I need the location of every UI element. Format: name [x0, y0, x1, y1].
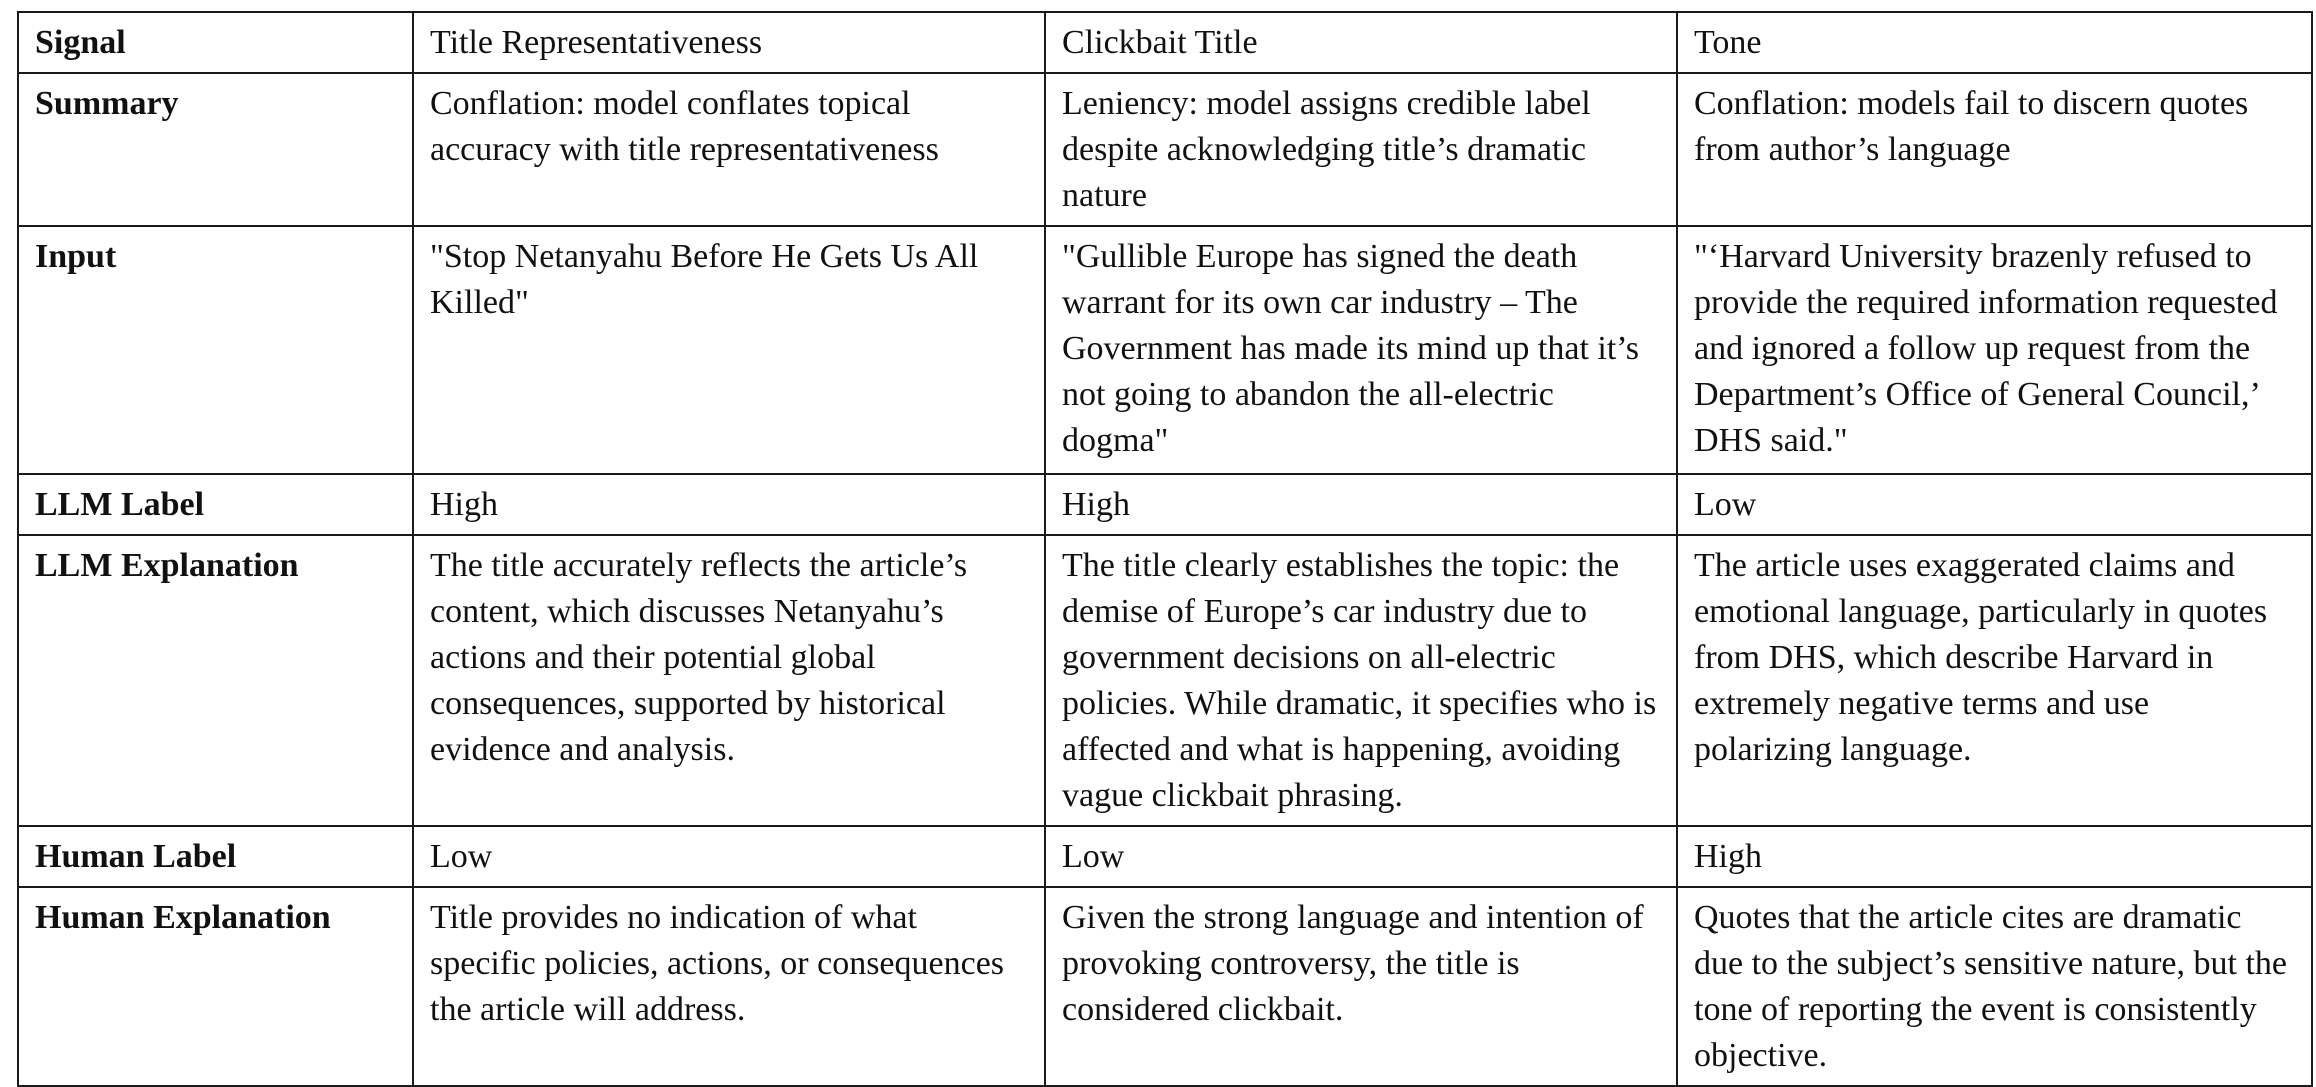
- table-cell: The title clearly establishes the topic: the demise of Europe’s car industry due to government decisions on all-electric policies. While dramatic, it specifies who is affected and what is happening, avoiding vague clickbait phrasing.: [1045, 535, 1677, 826]
- table-cell: "Stop Netanyahu Before He Gets Us All Killed": [413, 226, 1045, 474]
- comparison-table: [17, 11, 2313, 1087]
- header-row: [18, 12, 2312, 73]
- row-llm-label: [18, 474, 2312, 535]
- table-cell: Quotes that the article cites are dramatic due to the subject’s sensitive nature, but the tone of reporting the event is consistently objective.: [1677, 887, 2312, 1086]
- table-cell: Leniency: model assigns credible label despite acknowledging title’s dramatic nature: [1045, 73, 1677, 226]
- row-label-human-explanation: Human Explanation: [18, 887, 413, 1086]
- row-label-llm-explanation: LLM Explanation: [18, 535, 413, 826]
- column-header-title-representativeness: Title Representativeness: [413, 12, 1045, 73]
- row-label-llm-label: LLM Label: [18, 474, 413, 535]
- table-cell: "Gullible Europe has signed the death warrant for its own car industry – The Government has made its mind up that it’s not going to abandon the all-electric dogma": [1045, 226, 1677, 474]
- row-label-summary: Summary: [18, 73, 413, 226]
- row-human-explanation: [18, 887, 2312, 1086]
- table-cell: The article uses exaggerated claims and emotional language, particularly in quotes from DHS, which describe Harvard in extremely negative terms and use polarizing language.: [1677, 535, 2312, 826]
- table-cell: High: [413, 474, 1045, 535]
- column-header-signal: Signal: [18, 12, 413, 73]
- column-header-tone: Tone: [1677, 12, 2312, 73]
- table-cell: "‘Harvard University brazenly refused to provide the required information requested and ignored a follow up request from the Department’s Office of General Council,’ DHS said.": [1677, 226, 2312, 474]
- row-label-human-label: Human Label: [18, 826, 413, 887]
- row-label-input: Input: [18, 226, 413, 474]
- column-header-clickbait-title: Clickbait Title: [1045, 12, 1677, 73]
- table-cell: Low: [1677, 474, 2312, 535]
- table-cell: High: [1045, 474, 1677, 535]
- row-human-label: [18, 826, 2312, 887]
- table-cell: Conflation: model conflates topical accuracy with title representativeness: [413, 73, 1045, 226]
- table-cell: Conflation: models fail to discern quotes from author’s language: [1677, 73, 2312, 226]
- row-llm-explanation: [18, 535, 2312, 826]
- table-cell: Low: [413, 826, 1045, 887]
- row-input: [18, 226, 2312, 474]
- table-cell: Title provides no indication of what specific policies, actions, or consequences the article will address.: [413, 887, 1045, 1086]
- row-summary: [18, 73, 2312, 226]
- table-cell: Given the strong language and intention of provoking controversy, the title is considered clickbait.: [1045, 887, 1677, 1086]
- table-cell: The title accurately reflects the article’s content, which discusses Netanyahu’s actions and their potential global consequences, supported by historical evidence and analysis.: [413, 535, 1045, 826]
- table-cell: Low: [1045, 826, 1677, 887]
- table-cell: High: [1677, 826, 2312, 887]
